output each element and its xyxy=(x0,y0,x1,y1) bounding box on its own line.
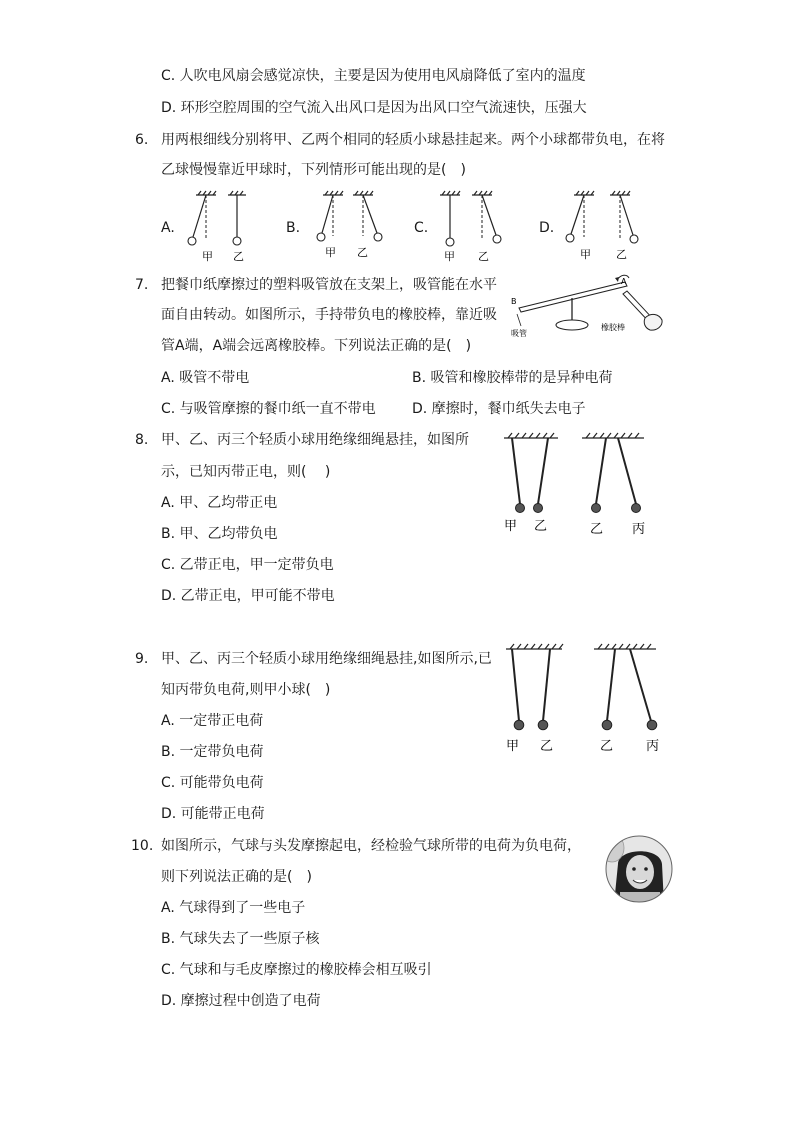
q6-choice-a-label: A. xyxy=(161,220,175,236)
balloon-girl-photo xyxy=(604,834,674,904)
q8-option-a: A. 甲、乙均带正电 xyxy=(161,495,278,511)
q6-number: 6. xyxy=(135,132,149,148)
q9-label-jia: 甲 xyxy=(506,739,520,754)
q5-option-c: C. 人吹电风扇会感觉凉快，主要是因为使用电风扇降低了室内的温度 xyxy=(161,68,586,84)
q7-label-a: A xyxy=(621,277,627,286)
q10-stem-line1: 如图所示，气球与头发摩擦起电，经检验气球所带的电荷为负电荷， xyxy=(161,838,581,854)
q8-option-d: D. 乙带正电，甲可能不带电 xyxy=(161,588,335,604)
q8-label-bing: 丙 xyxy=(632,522,646,537)
q6-stem-line2: 乙球慢慢靠近甲球时，下列情形可能出现的是( ) xyxy=(161,162,466,178)
q8-number: 8. xyxy=(135,432,149,448)
q6-figure-b xyxy=(305,190,385,270)
q7-straw-figure xyxy=(505,268,665,343)
q8-pendulum-figure xyxy=(498,430,668,540)
q6-b-ball-label-jia: 甲 xyxy=(325,246,336,259)
q9-label-yi-left: 乙 xyxy=(540,739,554,754)
q10-option-a: A. 气球得到了一些电子 xyxy=(161,900,306,916)
q9-option-c: C. 可能带负电荷 xyxy=(161,775,264,791)
q10-option-c: C. 气球和与毛皮摩擦过的橡胶棒会相互吸引 xyxy=(161,962,432,978)
q7-label-b: B xyxy=(511,297,517,306)
q6-d-ball-label-yi: 乙 xyxy=(616,248,627,261)
q6-figure-a xyxy=(180,190,260,270)
q6-choice-d-label: D. xyxy=(539,220,555,236)
q8-option-b: B. 甲、乙均带负电 xyxy=(161,526,278,542)
q9-option-b: B. 一定带负电荷 xyxy=(161,744,264,760)
q7-option-a: A. 吸管不带电 xyxy=(161,370,250,386)
q7-option-b: B. 吸管和橡胶棒带的是异种电荷 xyxy=(412,370,613,386)
q8-stem-line2: 示，已知丙带正电，则( ) xyxy=(161,464,331,480)
q8-option-c: C. 乙带正电，甲一定带负电 xyxy=(161,557,334,573)
q7-stem-line3: 管A端，A端会远离橡胶棒。下列说法正确的是( ) xyxy=(161,338,472,354)
q6-c-ball-label-jia: 甲 xyxy=(444,250,455,263)
q9-label-bing: 丙 xyxy=(646,739,660,754)
q6-figure-d xyxy=(560,190,640,270)
q5-option-d: D. 环形空腔周围的空气流入出风口是因为出风口空气流速快，压强大 xyxy=(161,100,587,116)
q7-stem-line2: 面自由转动。如图所示，手持带负电的橡胶棒，靠近吸 xyxy=(161,307,497,323)
q10-option-d: D. 摩擦过程中创造了电荷 xyxy=(161,993,321,1009)
q6-a-ball-label-yi: 乙 xyxy=(233,250,244,263)
q6-b-ball-label-yi: 乙 xyxy=(357,246,368,259)
q6-stem-line1: 用两根细线分别将甲、乙两个相同的轻质小球悬挂起来。两个小球都带负电，在将 xyxy=(161,132,665,148)
q9-stem-line2: 知丙带负电荷,则甲小球( ) xyxy=(161,682,331,698)
q8-label-jia: 甲 xyxy=(504,519,518,534)
q8-label-yi-left: 乙 xyxy=(534,519,548,534)
q6-a-ball-label-jia: 甲 xyxy=(202,250,213,263)
q10-stem-line2: 则下列说法正确的是( ) xyxy=(161,869,312,885)
q10-number: 10. xyxy=(131,838,154,854)
q9-option-a: A. 一定带正电荷 xyxy=(161,713,264,729)
q9-number: 9. xyxy=(135,651,149,667)
q7-stem-line1: 把餐巾纸摩擦过的塑料吸管放在支架上，吸管能在水平 xyxy=(161,277,497,293)
q8-label-yi-right: 乙 xyxy=(590,522,604,537)
q9-label-yi-right: 乙 xyxy=(600,739,614,754)
q7-number: 7. xyxy=(135,277,149,293)
q7-label-rod: 橡胶棒 xyxy=(601,323,625,332)
q6-d-ball-label-jia: 甲 xyxy=(580,248,591,261)
q6-figure-c xyxy=(432,190,512,270)
q7-option-d: D. 摩擦时，餐巾纸失去电子 xyxy=(412,401,586,417)
q6-c-ball-label-yi: 乙 xyxy=(478,250,489,263)
q8-stem-line1: 甲、乙、丙三个轻质小球用绝缘细绳悬挂，如图所 xyxy=(161,432,469,448)
q7-option-c: C. 与吸管摩擦的餐巾纸一直不带电 xyxy=(161,401,376,417)
q10-option-b: B. 气球失去了一些原子核 xyxy=(161,931,320,947)
q6-choice-b-label: B. xyxy=(286,220,301,236)
q9-stem-line1: 甲、乙、丙三个轻质小球用绝缘细绳悬挂,如图所示,已 xyxy=(161,651,492,667)
q6-choice-c-label: C. xyxy=(414,220,429,236)
q7-label-straw: 吸管 xyxy=(511,329,527,338)
q9-option-d: D. 可能带正电荷 xyxy=(161,806,265,822)
q9-pendulum-figure xyxy=(500,640,670,755)
